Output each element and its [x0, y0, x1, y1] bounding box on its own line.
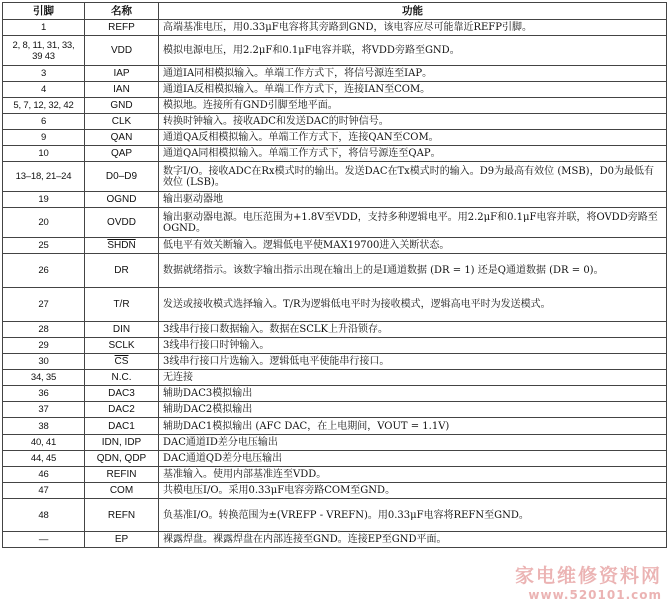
table-row — [3, 386, 667, 402]
function-cell: 通道QA同相模拟输入。单端工作方式下，将信号源连至QAP。 — [159, 146, 667, 162]
function-cell: 通道IA反相模拟输入。单端工作方式下，连接IAN至COM。 — [159, 82, 667, 98]
pin-cell: 29 — [3, 338, 85, 354]
function-cell: 模拟电源电压，用2.2μF和0.1μF电容并联，将VDD旁路至GND。 — [159, 36, 667, 66]
watermark — [515, 561, 662, 602]
name-cell: D0–D9 — [85, 162, 159, 192]
table-row — [3, 499, 667, 532]
function-cell: 数字I/O。接收ADC在Rx模式时的输出。发送DAC在Tx模式时的输入。D9为最高有效位 (MSB)，D0为最低有效位 (LSB)。 — [159, 162, 667, 192]
name-cell: OVDD — [85, 208, 159, 238]
table-row — [3, 20, 667, 36]
function-cell: 通道QA反相模拟输入。单端工作方式下，连接QAN至COM。 — [159, 130, 667, 146]
table-row — [3, 467, 667, 483]
name-cell: EP — [85, 532, 159, 548]
name-cell: CLK — [85, 114, 159, 130]
pin-cell: 30 — [3, 354, 85, 370]
name-cell: REFN — [85, 499, 159, 532]
name-cell: SCLK — [85, 338, 159, 354]
name-cell: REFIN — [85, 467, 159, 483]
function-cell: 通道IA同相模拟输入。单端工作方式下，将信号源连至IAP。 — [159, 66, 667, 82]
name-cell: COM — [85, 483, 159, 499]
table-row — [3, 146, 667, 162]
pin-cell: 48 — [3, 499, 85, 532]
name-cell: QDN, QDP — [85, 451, 159, 467]
pin-cell: 1 — [3, 20, 85, 36]
name-cell: IDN, IDP — [85, 435, 159, 451]
table-row — [3, 66, 667, 82]
function-cell: DAC通道ID差分电压输出 — [159, 435, 667, 451]
pin-cell: 19 — [3, 192, 85, 208]
name-cell: DAC1 — [85, 418, 159, 435]
table-row — [3, 114, 667, 130]
name-cell: N.C. — [85, 370, 159, 386]
name-cell: DIN — [85, 322, 159, 338]
name-cell: IAP — [85, 66, 159, 82]
function-cell: 基准输入。使用内部基准连至VDD。 — [159, 467, 667, 483]
name-cell: REFP — [85, 20, 159, 36]
function-cell: 3线串行接口片选输入。逻辑低电平使能串行接口。 — [159, 354, 667, 370]
name-cell: OGND — [85, 192, 159, 208]
name-cell: DAC2 — [85, 402, 159, 418]
pin-cell: 10 — [3, 146, 85, 162]
function-cell: 裸露焊盘。裸露焊盘在内部连接至GND。连接EP至GND平面。 — [159, 532, 667, 548]
pin-cell: 2, 8, 11, 31, 33, 39 43 — [3, 36, 85, 66]
pin-cell: 37 — [3, 402, 85, 418]
table-row — [3, 451, 667, 467]
pin-cell: 40, 41 — [3, 435, 85, 451]
pin-cell: 38 — [3, 418, 85, 435]
name-cell: $\overline{CS}$ — [85, 354, 159, 370]
name-cell: IAN — [85, 82, 159, 98]
table-row — [3, 288, 667, 322]
name-cell: DR — [85, 254, 159, 288]
pin-cell: 13–18, 21–24 — [3, 162, 85, 192]
name-cell: SHDN — [85, 238, 159, 254]
table-header-row — [3, 3, 667, 20]
pin-cell: 4 — [3, 82, 85, 98]
name-cell: QAP — [85, 146, 159, 162]
function-cell: 发送或接收模式选择输入。T/R为逻辑低电平时为接收模式，逻辑高电平时为发送模式。 — [159, 288, 667, 322]
pin-cell: 34, 35 — [3, 370, 85, 386]
function-cell: 辅助DAC3模拟输出 — [159, 386, 667, 402]
name-cell: QAN — [85, 130, 159, 146]
pin-cell: 6 — [3, 114, 85, 130]
pin-cell: 3 — [3, 66, 85, 82]
table-row — [3, 254, 667, 288]
pin-cell: 27 — [3, 288, 85, 322]
pin-cell: 26 — [3, 254, 85, 288]
watermark-url: www.520101.com — [528, 588, 662, 602]
pin-cell: 46 — [3, 467, 85, 483]
table-row — [3, 370, 667, 386]
name-cell: GND — [85, 98, 159, 114]
header-pin: 引脚 — [3, 3, 85, 20]
table-row — [3, 208, 667, 238]
pin-function-table — [2, 2, 667, 548]
table-row — [3, 338, 667, 354]
table-row — [3, 532, 667, 548]
function-cell: 低电平有效关断输入。逻辑低电平使MAX19700进入关断状态。 — [159, 238, 667, 254]
table-row — [3, 98, 667, 114]
function-cell: 高端基准电压，用0.33μF电容将其旁路到GND，该电容应尽可能靠近REFP引脚。 — [159, 20, 667, 36]
pin-cell: 25 — [3, 238, 85, 254]
function-cell: 辅助DAC2模拟输出 — [159, 402, 667, 418]
function-cell: 3线串行接口数据输入。数据在SCLK上升沿锁存。 — [159, 322, 667, 338]
function-cell: 无连接 — [159, 370, 667, 386]
name-cell: DAC3 — [85, 386, 159, 402]
header-function: 功能 — [159, 3, 667, 20]
function-cell: 输出驱动器电源。电压范围为+1.8V至VDD，支持多种逻辑电平。用2.2μF和0.1μF电容并联，将OVDD旁路至OGND。 — [159, 208, 667, 238]
table-row — [3, 238, 667, 254]
table-row — [3, 130, 667, 146]
pin-cell: 9 — [3, 130, 85, 146]
table-row — [3, 162, 667, 192]
function-cell: DAC通道QD差分电压输出 — [159, 451, 667, 467]
pin-cell: — — [3, 532, 85, 548]
function-cell: 辅助DAC1模拟输出 (AFC DAC，在上电期间，VOUT = 1.1V) — [159, 418, 667, 435]
name-cell: T/R — [85, 288, 159, 322]
table-row — [3, 418, 667, 435]
table-row — [3, 36, 667, 66]
function-cell: 模拟地。连接所有GND引脚至地平面。 — [159, 98, 667, 114]
pin-cell: 36 — [3, 386, 85, 402]
name-cell: VDD — [85, 36, 159, 66]
table-row — [3, 483, 667, 499]
pin-cell: 44, 45 — [3, 451, 85, 467]
table-row — [3, 354, 667, 370]
header-name: 名称 — [85, 3, 159, 20]
function-cell: 转换时钟输入。接收ADC和发送DAC的时钟信号。 — [159, 114, 667, 130]
function-cell: 数据就绪指示。该数字输出指示出现在输出上的是I通道数据 (DR = 1) 还是Q通道数据 (DR = 0)。 — [159, 254, 667, 288]
function-cell: 输出驱动器地 — [159, 192, 667, 208]
watermark-title: 家电维修资料网 — [514, 565, 662, 587]
pin-cell: 20 — [3, 208, 85, 238]
function-cell: 负基准I/O。转换范围为±(VREFP - VREFN)。用0.33μF电容将REFN至GND。 — [159, 499, 667, 532]
pin-cell: 5, 7, 12, 32, 42 — [3, 98, 85, 114]
table-row — [3, 435, 667, 451]
table-row — [3, 192, 667, 208]
pin-cell: 47 — [3, 483, 85, 499]
function-cell: 3线串行接口时钟输入。 — [159, 338, 667, 354]
table-row — [3, 402, 667, 418]
table-row — [3, 82, 667, 98]
function-cell: 共模电压I/O。采用0.33μF电容旁路COM至GND。 — [159, 483, 667, 499]
pin-cell: 28 — [3, 322, 85, 338]
table-row — [3, 322, 667, 338]
